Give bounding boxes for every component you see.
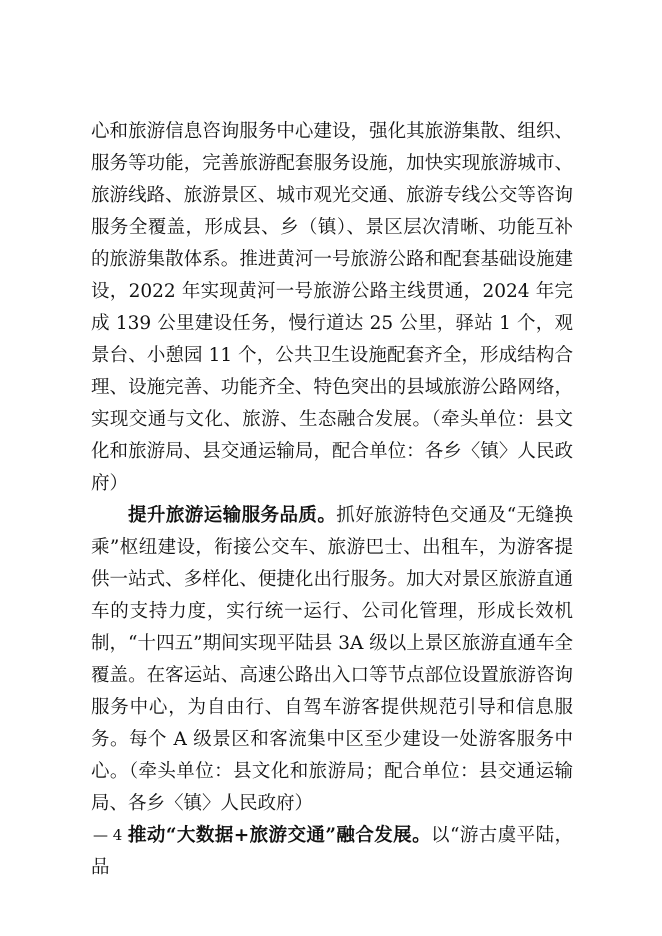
paragraph-transport-service bbox=[91, 500, 573, 820]
page-number: — 4 — bbox=[93, 826, 143, 844]
body-text bbox=[91, 116, 573, 884]
paragraph-text: 心和旅游信息咨询服务中心建设，强化其旅游集散、组织、服务等功能，完善旅游配套服务设施，加快实现旅游城市、旅游线路、旅游景区、城市观光交通、旅游专线公交等咨询服务全覆盖，形成县、乡（镇）、景区层次清晰、功能互补的旅游集散体系。推进黄河一号旅游公路和配套基础设施建设，2022 年实现黄河一号旅游公路主线贯通，2024 年完成 139 公里建设任务，慢行道达 25 公里，驿站 1 个，观景台、小憩园 11 个，公共卫生设施配套齐全，形成结构合理、设施完善、功能齐全、特色突出的县域旅游公路网络，实现交通与文化、旅游、生态融合发展。（牵头单位：县文化和旅游局、县交通运输局，配合单位：各乡〈镇〉人民政府） bbox=[91, 121, 573, 494]
paragraph-lead: 提升旅游运输服务品质。 bbox=[128, 505, 337, 526]
paragraph-text: 抓好旅游特色交通及“无缝换乘”枢纽建设，衔接公交车、旅游巴士、出租车，为游客提供一站式、多样化、便捷化出行服务。加大对景区旅游直通车的支持力度，实行统一运行、公司化管理，形成长效机制，“十四五”期间实现平陆县 3A 级以上景区旅游直通车全覆盖。在客运站、高速公路出入口等节点部位设置旅游咨询服务中心，为自由行、自驾车游客提供规范引导和信息服务。每个 A 级景区和客流集中区至少建设一处游客服务中心。（牵头单位：县文化和旅游局；配合单位：县交通运输局、各乡〈镇〉人民政府） bbox=[91, 505, 573, 814]
paragraph-continued bbox=[91, 116, 573, 500]
paragraph-big-data bbox=[91, 820, 573, 884]
paragraph-text: 以“游古虞平陆，品 bbox=[91, 825, 573, 878]
paragraph-lead: 推动“大数据+旅游交通”融合发展。 bbox=[128, 825, 432, 846]
